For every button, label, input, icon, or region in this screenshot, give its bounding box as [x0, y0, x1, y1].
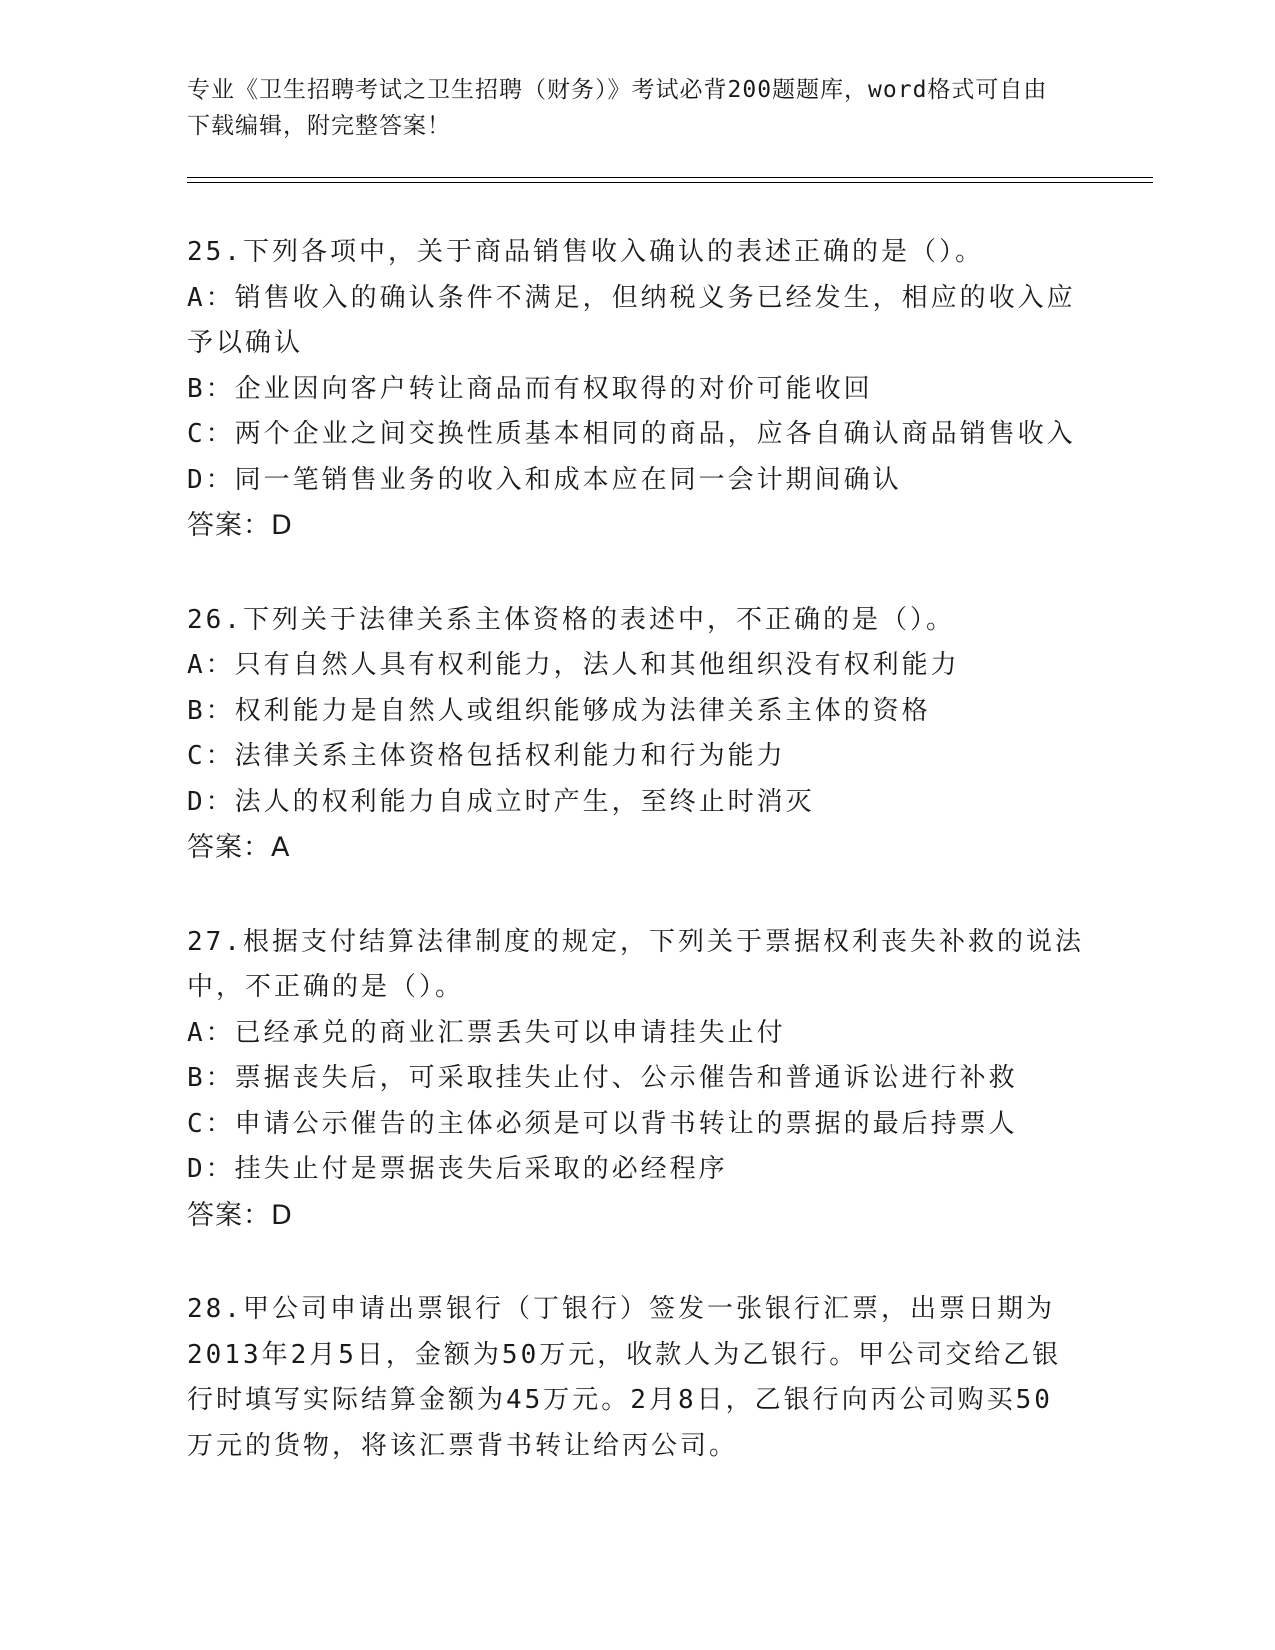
- option-c: C：两个企业之间交换性质基本相同的商品，应各自确认商品销售收入: [187, 419, 1076, 449]
- option-d: D：同一笔销售业务的收入和成本应在同一会计期间确认: [187, 464, 902, 495]
- document-header: [187, 72, 1067, 144]
- question-stem-cont: 2013年2月5日，金额为50万元，收款人为乙银行。甲公司交给乙银: [187, 1339, 1062, 1370]
- question-stem: 28.甲公司申请出票银行（丁银行）签发一张银行汇票，出票日期为: [187, 1294, 1055, 1324]
- header-text: 专业《卫生招聘考试之卫生招聘（财务）》考试必背200题题库，word格式可自由下载编辑，附完整答案！: [187, 77, 1048, 139]
- option-b: B：票据丧失后，可采取挂失止付、公示催告和普通诉讼进行补救: [187, 1063, 1018, 1093]
- question-stem-cont: 行时填写实际结算金额为45万元。2月8日，乙银行向丙公司购买50: [187, 1385, 1053, 1415]
- option-a: A：只有自然人具有权利能力，法人和其他组织没有权利能力: [187, 650, 960, 680]
- option-d: D：法人的权利能力自成立时产生，至终止时消灭: [187, 786, 815, 817]
- answer: 答案：D: [187, 1199, 293, 1231]
- option-d: D：挂失止付是票据丧失后采取的必经程序: [187, 1154, 728, 1184]
- answer: 答案：A: [187, 832, 291, 863]
- option-a: A：已经承兑的商业汇票丢失可以申请挂失止付: [187, 1017, 786, 1048]
- header-divider-bottom: [187, 182, 1153, 183]
- option-c: C：申请公示催告的主体必须是可以背书转让的票据的最后持票人: [187, 1108, 1018, 1139]
- question-stem-cont: 万元的货物，将该汇票背书转让给丙公司。: [187, 1430, 739, 1461]
- question-stem: 26.下列关于法律关系主体资格的表述中，不正确的是（）。: [187, 604, 955, 635]
- header-divider-top: [187, 177, 1153, 178]
- option-b: B：权利能力是自然人或组织能够成为法律关系主体的资格: [187, 695, 931, 726]
- question-28: [187, 1287, 1087, 1469]
- question-list: [187, 230, 1087, 1518]
- option-c: C：法律关系主体资格包括权利能力和行为能力: [187, 741, 786, 771]
- option-a: A：销售收入的确认条件不满足，但纳税义务已经发生，相应的收入应: [187, 282, 1076, 313]
- option-a-cont: 予以确认: [187, 328, 304, 358]
- question-stem: 25.下列各项中，关于商品销售收入确认的表述正确的是（）。: [187, 237, 984, 267]
- option-b: B：企业因向客户转让商品而有权取得的对价可能收回: [187, 373, 873, 404]
- question-25: [187, 230, 1087, 549]
- question-stem-cont: 中，不正确的是（）。: [187, 972, 465, 1002]
- question-26: [187, 598, 1087, 871]
- answer: 答案：D: [187, 510, 293, 541]
- question-27: [187, 920, 1087, 1239]
- question-stem: 27.根据支付结算法律制度的规定，下列关于票据权利丧失补救的说法: [187, 926, 1084, 957]
